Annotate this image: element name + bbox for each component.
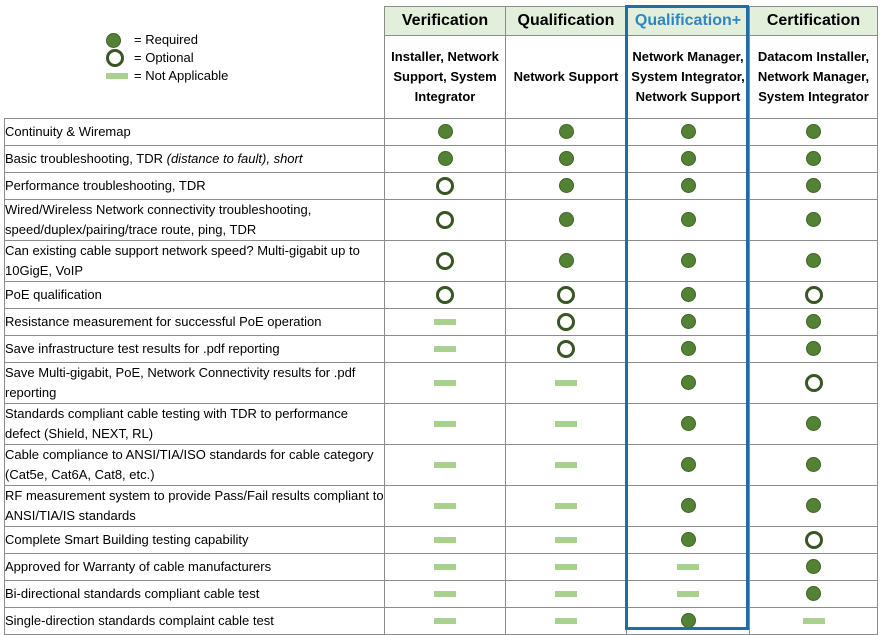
not-applicable-dash-icon <box>434 346 456 352</box>
not-applicable-dash-icon <box>555 591 577 597</box>
mark-cell <box>506 363 627 404</box>
mark-cell <box>627 241 750 282</box>
mark-cell <box>385 608 506 635</box>
required-dot-icon <box>559 212 574 227</box>
table-row <box>5 608 878 635</box>
mark-cell <box>506 404 627 445</box>
not-applicable-dash-icon <box>555 462 577 468</box>
mark-cell <box>385 581 506 608</box>
required-dot-icon <box>806 498 821 513</box>
plan-header-row <box>5 7 878 36</box>
mark-cell <box>750 527 878 554</box>
mark-cell <box>506 527 627 554</box>
required-dot-icon <box>681 151 696 166</box>
optional-ring-icon <box>436 252 454 270</box>
optional-ring-icon <box>557 313 575 331</box>
required-dot-icon <box>438 124 453 139</box>
mark-cell <box>750 404 878 445</box>
required-dot-icon <box>681 613 696 628</box>
feature-text: Standards compliant cable testing with TDR to performance defect (Shield, NEXT, RL) <box>5 406 348 441</box>
mark-cell <box>385 363 506 404</box>
mark-cell <box>750 200 878 241</box>
mark-cell <box>385 241 506 282</box>
feature-text: Can existing cable support network speed? Multi-gigabit up to 10GigE, VoIP <box>5 243 360 278</box>
optional-ring-icon <box>805 286 823 304</box>
table-row <box>5 554 878 581</box>
mark-cell <box>750 309 878 336</box>
mark-cell <box>750 173 878 200</box>
table-row <box>5 309 878 336</box>
feature-label <box>5 581 385 608</box>
mark-cell <box>750 119 878 146</box>
feature-text: Wired/Wireless Network connectivity troubleshooting, speed/duplex/pairing/trace route, ping, TDR <box>5 202 312 237</box>
feature-text: Basic troubleshooting, TDR <box>5 151 167 166</box>
not-applicable-dash-icon <box>434 537 456 543</box>
required-dot-icon <box>806 151 821 166</box>
optional-ring-icon <box>557 340 575 358</box>
required-dot-icon <box>681 287 696 302</box>
required-dot-icon <box>681 212 696 227</box>
not-applicable-dash-icon <box>434 380 456 386</box>
feature-text: Complete Smart Building testing capability <box>5 532 249 547</box>
mark-cell <box>506 486 627 527</box>
feature-text: Save infrastructure test results for .pdf reporting <box>5 341 280 356</box>
mark-cell <box>385 146 506 173</box>
mark-cell <box>385 309 506 336</box>
not-applicable-dash-icon <box>434 462 456 468</box>
mark-cell <box>627 309 750 336</box>
table-row <box>5 241 878 282</box>
not-applicable-dash-icon <box>434 503 456 509</box>
not-applicable-dash-icon <box>555 421 577 427</box>
feature-label <box>5 146 385 173</box>
feature-text: Cable compliance to ANSI/TIA/ISO standards for cable category (Cat5e, Cat6A, Cat8, etc.) <box>5 447 374 482</box>
mark-cell <box>627 336 750 363</box>
table-row <box>5 527 878 554</box>
feature-comparison-table <box>4 6 878 635</box>
optional-ring-icon <box>436 286 454 304</box>
optional-ring-icon <box>436 177 454 195</box>
mark-cell <box>385 404 506 445</box>
mark-cell <box>385 486 506 527</box>
feature-italic-text: (distance to fault), short <box>166 151 303 166</box>
feature-text: Approved for Warranty of cable manufacturers <box>5 559 272 574</box>
feature-label <box>5 608 385 635</box>
column-header-qualification-plus: Qualification+ <box>627 7 750 36</box>
mark-cell <box>506 282 627 309</box>
mark-cell <box>627 527 750 554</box>
optional-ring-icon <box>805 531 823 549</box>
mark-cell <box>385 527 506 554</box>
feature-label <box>5 336 385 363</box>
mark-cell <box>627 173 750 200</box>
required-dot-icon <box>681 314 696 329</box>
mark-cell <box>627 200 750 241</box>
not-applicable-dash-icon <box>434 319 456 325</box>
mark-cell <box>506 241 627 282</box>
required-dot-icon <box>559 151 574 166</box>
feature-text: Resistance measurement for successful PoE operation <box>5 314 322 329</box>
roles-qualification-plus: Network Manager, System Integrator, Network Support <box>627 36 750 119</box>
not-applicable-dash-icon <box>677 591 699 597</box>
feature-label <box>5 363 385 404</box>
mark-cell <box>506 146 627 173</box>
mark-cell <box>627 282 750 309</box>
feature-text: Single-direction standards complaint cable test <box>5 613 274 628</box>
required-dot-icon <box>559 178 574 193</box>
feature-label <box>5 445 385 486</box>
mark-cell <box>627 146 750 173</box>
mark-cell <box>750 445 878 486</box>
required-dot-icon <box>806 314 821 329</box>
mark-cell <box>627 404 750 445</box>
mark-cell <box>750 146 878 173</box>
mark-cell <box>506 200 627 241</box>
required-dot-icon <box>806 586 821 601</box>
required-dot-icon <box>806 178 821 193</box>
mark-cell <box>627 363 750 404</box>
mark-cell <box>385 119 506 146</box>
table-row <box>5 363 878 404</box>
feature-label <box>5 309 385 336</box>
feature-text: Save Multi-gigabit, PoE, Network Connectivity results for .pdf reporting <box>5 365 356 400</box>
required-dot-icon <box>806 212 821 227</box>
feature-label <box>5 486 385 527</box>
feature-text: PoE qualification <box>5 287 102 302</box>
mark-cell <box>750 486 878 527</box>
feature-text: Performance troubleshooting, TDR <box>5 178 206 193</box>
required-dot-icon <box>681 416 696 431</box>
required-dot-icon <box>681 124 696 139</box>
column-header-certification: Certification <box>750 7 878 36</box>
required-dot-icon <box>681 341 696 356</box>
mark-cell <box>506 581 627 608</box>
required-dot-icon <box>559 253 574 268</box>
mark-cell <box>750 282 878 309</box>
table-row <box>5 200 878 241</box>
table-row <box>5 445 878 486</box>
required-dot-icon <box>438 151 453 166</box>
mark-cell <box>506 336 627 363</box>
required-dot-icon <box>806 457 821 472</box>
table-row <box>5 119 878 146</box>
not-applicable-dash-icon <box>555 503 577 509</box>
not-applicable-dash-icon <box>677 564 699 570</box>
required-dot-icon <box>806 416 821 431</box>
feature-rows <box>5 119 878 635</box>
mark-cell <box>385 336 506 363</box>
column-header-qualification: Qualification <box>506 7 627 36</box>
required-dot-icon <box>681 178 696 193</box>
feature-label <box>5 554 385 581</box>
required-dot-icon <box>806 341 821 356</box>
mark-cell <box>506 608 627 635</box>
optional-ring-icon <box>436 211 454 229</box>
mark-cell <box>627 486 750 527</box>
feature-label <box>5 282 385 309</box>
mark-cell <box>506 554 627 581</box>
mark-cell <box>750 608 878 635</box>
not-applicable-dash-icon <box>555 618 577 624</box>
optional-ring-icon <box>557 286 575 304</box>
mark-cell <box>506 445 627 486</box>
not-applicable-dash-icon <box>555 564 577 570</box>
mark-cell <box>750 363 878 404</box>
mark-cell <box>506 119 627 146</box>
legend-label: = Required <box>134 32 198 47</box>
feature-label <box>5 200 385 241</box>
mark-cell <box>506 173 627 200</box>
mark-cell <box>385 554 506 581</box>
mark-cell <box>750 581 878 608</box>
roles-certification: Datacom Installer, Network Manager, System Integrator <box>750 36 878 119</box>
table-row <box>5 173 878 200</box>
optional-ring-icon <box>805 374 823 392</box>
not-applicable-dash-icon <box>434 564 456 570</box>
mark-cell <box>627 581 750 608</box>
required-dot-icon <box>806 124 821 139</box>
feature-label <box>5 241 385 282</box>
roles-qualification: Network Support <box>506 36 627 119</box>
not-applicable-dash-icon <box>434 618 456 624</box>
mark-cell <box>385 282 506 309</box>
feature-label <box>5 404 385 445</box>
table-row <box>5 581 878 608</box>
table-row <box>5 336 878 363</box>
not-applicable-dash-icon <box>555 537 577 543</box>
mark-cell <box>750 241 878 282</box>
legend-label: = Not Applicable <box>134 68 229 83</box>
feature-label <box>5 173 385 200</box>
required-dot-icon <box>559 124 574 139</box>
not-applicable-dash-icon <box>434 421 456 427</box>
feature-text: Bi-directional standards compliant cable test <box>5 586 260 601</box>
table-row <box>5 486 878 527</box>
legend-label: = Optional <box>134 50 194 65</box>
feature-label <box>5 527 385 554</box>
mark-cell <box>385 445 506 486</box>
mark-cell <box>385 173 506 200</box>
mark-cell <box>750 336 878 363</box>
mark-cell <box>385 200 506 241</box>
required-dot-icon <box>681 457 696 472</box>
required-dot-icon <box>806 559 821 574</box>
required-dot-icon <box>681 375 696 390</box>
column-header-verification: Verification <box>385 7 506 36</box>
legend-cell <box>5 7 385 119</box>
mark-cell <box>506 309 627 336</box>
mark-cell <box>627 608 750 635</box>
feature-text: RF measurement system to provide Pass/Fail results compliant to ANSI/TIA/IS standards <box>5 488 384 523</box>
mark-cell <box>750 554 878 581</box>
feature-text: Continuity & Wiremap <box>5 124 131 139</box>
roles-verification: Installer, Network Support, System Integrator <box>385 36 506 119</box>
not-applicable-dash-icon <box>434 591 456 597</box>
required-dot-icon <box>681 498 696 513</box>
mark-cell <box>627 554 750 581</box>
mark-cell <box>627 445 750 486</box>
not-applicable-dash-icon <box>555 380 577 386</box>
table-row <box>5 282 878 309</box>
required-dot-icon <box>681 253 696 268</box>
mark-cell <box>627 119 750 146</box>
not-applicable-dash-icon <box>803 618 825 624</box>
feature-label <box>5 119 385 146</box>
required-dot-icon <box>681 532 696 547</box>
table-row <box>5 404 878 445</box>
table-row <box>5 146 878 173</box>
required-dot-icon <box>806 253 821 268</box>
